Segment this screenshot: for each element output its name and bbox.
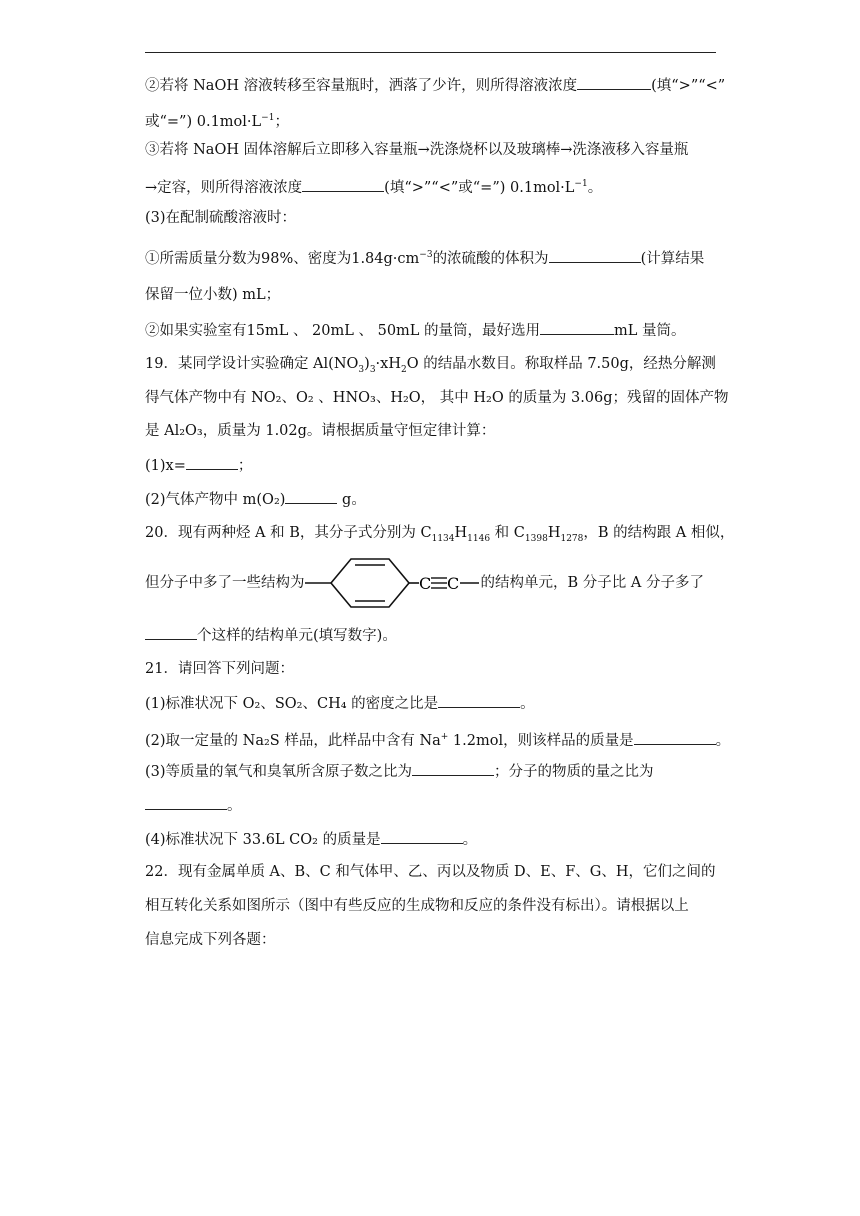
q21-part1: (1)标准状况下 O₂、SO₂、CH₄ 的密度之比是 。 [145,693,720,714]
answer-blank[interactable] [438,693,520,708]
q21-heading: 21．请回答下列问题： [145,661,294,677]
q18-part3-heading: (3)在配制硫酸溶液时： [145,210,297,226]
q19-line2: 得气体产物中有 NO₂、O₂ 、HNO₃、H₂O， 其中 H₂O 的质量为 3.06g；残留的固体产物 [145,390,729,406]
answer-blank[interactable] [381,829,463,844]
q19-part1: (1)x= ； [145,455,720,476]
q20-line3: 个这样的结构单元(填写数字)。 [145,625,720,646]
answer-blank[interactable] [412,761,494,776]
q18-part3-1-line2: 保留一位小数) mL； [145,287,281,303]
q21-part4: (4)标准状况下 33.6L CO₂ 的质量是 。 [145,829,720,850]
q22-line1: 22．现有金属单质 A、B、C 和气体甲、乙、丙以及物质 D、E、F、G、H，它们之间的 [145,864,716,880]
q18-part3-1-line1: ①所需质量分数为98%、密度为$1.84g\cdot cm^{-3}$的浓硫酸的体积为 (计算结果 [145,245,720,269]
q18-part3-2-line: ②如果实验室有15mL 、 20mL 、 50mL 的量筒，最好选用 mL 量筒。 [145,320,720,341]
answer-blank[interactable] [549,248,641,263]
q21-part2: (2)取一定量的 Na₂S 样品，此样品中含有 Na+ 1.2mol，则该样品的质量是 。 [145,727,720,751]
q19-line3: 是 Al₂O₃，质量为 1.02g。请根据质量守恒定律计算： [145,423,496,439]
answer-blank[interactable] [186,455,238,470]
q18-2-line2: 或“=”) $0.1mol\cdot L^{-1}$； [145,113,289,130]
answer-blank[interactable] [540,320,614,335]
q18-3-line1: ③若将 NaOH 固体溶解后立即移入容量瓶→洗涤烧杯以及玻璃棒→洗涤液移入容量瓶 [145,142,689,158]
q18-2-line1: ②若将 NaOH 溶液转移至容量瓶时，洒落了少许，则所得溶液浓度 (填“>”“<” [145,75,720,96]
answer-blank[interactable] [145,625,197,640]
answer-blank[interactable] [285,489,337,504]
carbon-label: C [446,574,459,593]
q22-line3: 信息完成下列各题： [145,932,276,948]
q19-line1: 19．某同学设计实验确定 $Al(NO_3)_3\cdot xH_2O$ 的结晶水数目。称取样品 7.50g，经热分解测 [145,356,716,375]
answer-blank[interactable] [145,795,227,810]
q22-line2: 相互转化关系如图所示（图中有些反应的生成物和反应的条件没有标出）。请根据以上 [145,898,689,914]
phenyl-ethynyl-structure [305,553,481,613]
q18-3-line2: →定容，则所得溶液浓度 (填“>”“<”或“=”) $0.1mol\cdot L^{-1}$。 [145,174,720,198]
q19-part2: (2)气体产物中 m(O₂) g。 [145,489,720,510]
q21-part3-line2: 。 [145,795,720,816]
carbon-label: C [418,574,431,593]
answer-blank[interactable] [302,177,384,192]
q20-line2: 但分子中多了一些结构为 C C 的结构单元，B 分子比 A 分子多了 [145,553,720,613]
answer-blank[interactable] [577,75,651,90]
q21-part3-line1: (3)等质量的氧气和臭氧所含原子数之比为 ；分子的物质的量之比为 [145,761,720,782]
header-rule [145,52,716,53]
answer-blank[interactable] [634,730,716,745]
q20-line1: 20．现有两种烃 A 和 B，其分子式分别为 $C_{1134}H_{1146}$ 和 $C_{1398}H_{1278}$，B 的结构跟 A 相似， [145,525,735,544]
